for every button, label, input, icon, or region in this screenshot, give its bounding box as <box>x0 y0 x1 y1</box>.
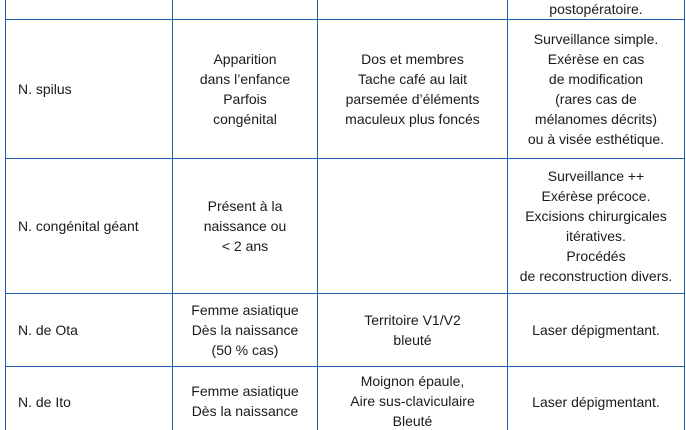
cell-text-line: mélanomes décrits) <box>534 111 658 127</box>
clinical-cell <box>173 0 318 20</box>
clinical-cell <box>173 367 318 430</box>
cell-text-line: postopératoire. <box>549 1 643 17</box>
nevus-table <box>5 0 685 430</box>
cell-text: N. spilus <box>18 81 72 97</box>
clinical-cell <box>173 159 318 294</box>
clinical-cell <box>173 294 318 367</box>
location-cell <box>318 367 508 430</box>
cell-text-line: Aire sus-claviculaire <box>350 393 475 409</box>
clinical-cell <box>173 20 318 159</box>
table-row <box>6 159 685 294</box>
nevus-table-body <box>6 0 685 430</box>
cell-text-line: Présent à la <box>207 198 283 214</box>
treatment-cell <box>508 20 685 159</box>
name-cell <box>6 367 173 430</box>
treatment-cell <box>508 0 685 20</box>
cell-text-line: ou à visée esthétique. <box>527 131 665 147</box>
cell-text-line: Tache café au lait <box>358 71 467 87</box>
cell-text-line: Femme asiatique <box>191 383 299 399</box>
cell-text: N. de Ito <box>18 394 71 410</box>
cell-text: N. congénital géant <box>18 218 139 234</box>
cell-text-line: Moignon épaule, <box>360 373 465 389</box>
cell-text-line: de modification <box>548 71 644 87</box>
cell-text-line: Dos et membres <box>361 51 464 67</box>
location-cell <box>318 0 508 20</box>
cell-text-line: Femme asiatique <box>191 302 299 318</box>
cell-text-line: Dès la naissance <box>191 403 299 419</box>
table-row <box>6 0 685 20</box>
treatment-cell <box>508 367 685 430</box>
cell-text-line: dans l’enfance <box>199 71 291 87</box>
cell-text-line: maculeux plus foncés <box>345 111 480 127</box>
table-row <box>6 294 685 367</box>
cell-text-line: Laser dépigmentant. <box>532 394 660 410</box>
location-cell <box>318 159 508 294</box>
cell-text-line: congénital <box>213 111 277 127</box>
cell-text: N. de Ota <box>18 322 78 338</box>
cell-text-line: Parfois <box>223 91 267 107</box>
cell-text-line: Exérèse en cas <box>547 51 645 67</box>
cell-text-line: (50 % cas) <box>211 342 279 358</box>
cell-text-line: < 2 ans <box>221 238 269 254</box>
cell-text-line: Surveillance simple. <box>533 31 659 47</box>
name-cell <box>6 0 173 20</box>
cell-text-line: Exérèse précoce. <box>541 188 651 204</box>
cell-text-line: (rares cas de <box>555 91 637 107</box>
cell-text-line: de reconstruction divers. <box>519 268 673 284</box>
cell-text-line: Laser dépigmentant. <box>532 322 660 338</box>
table-row <box>6 367 685 430</box>
cell-text-line: Procédés <box>566 248 626 264</box>
cell-text-line: Surveillance ++ <box>547 168 645 184</box>
location-cell <box>318 294 508 367</box>
location-cell <box>318 20 508 159</box>
cell-text-line: itératives. <box>566 228 626 244</box>
treatment-cell <box>508 159 685 294</box>
name-cell <box>6 294 173 367</box>
name-cell <box>6 20 173 159</box>
cell-text-line: Excisions chirurgicales <box>525 208 667 224</box>
cell-text-line: Territoire V1/V2 <box>364 312 461 328</box>
cell-text-line: parsemée d’éléments <box>345 91 480 107</box>
table-row <box>6 20 685 159</box>
name-cell <box>6 159 173 294</box>
cell-text-line: Dès la naissance <box>191 322 299 338</box>
cell-text-line: naissance ou <box>203 218 287 234</box>
cell-text-line: bleuté <box>393 332 432 348</box>
cell-text-line: Bleuté <box>392 413 433 429</box>
treatment-cell <box>508 294 685 367</box>
cell-text-line: Apparition <box>213 51 277 67</box>
